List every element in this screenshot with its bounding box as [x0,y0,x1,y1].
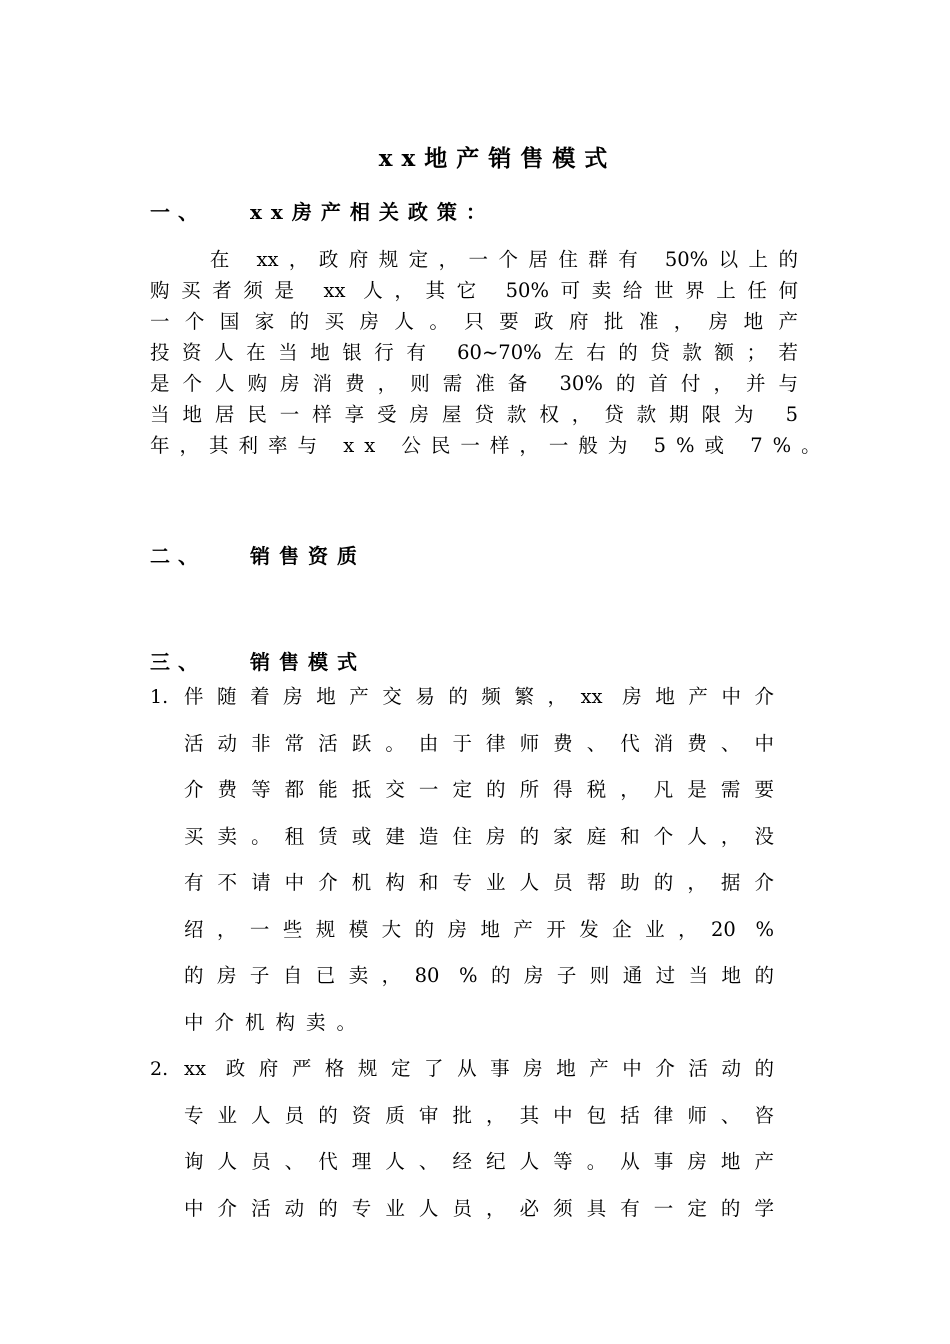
list-item-line: 买卖。租赁或建造住房的家庭和个人，没 [184,824,774,848]
list-item-line: 专业人员的资质审批，其中包括律师、咨 [184,1103,774,1127]
document-title: xx地产销售模式 [378,145,617,172]
section-heading-text: 销售模式 [250,650,366,674]
list-item-line: 有不请中介机构和专业人员帮助的，据介 [184,871,774,894]
paragraph-line: 是个人购房消费，则需准备 30%的首付，并与 [150,372,798,395]
list-item-line: 询人员、代理人、经纪人等。从事房地产 [184,1150,774,1173]
section-number: 一、 [150,200,206,224]
list-item-marker: 1. [150,686,169,708]
list-item-line: 伴随着房地产交易的频繁，xx 房地产中介 [184,685,774,708]
paragraph-line: 当地居民一样享受房屋贷款权，贷款期限为 5 [150,403,798,426]
paragraph-line: 购买者须是 xx 人，其它 50%可卖给世界上任何 [150,279,798,302]
section-heading-text: 销售资质 [250,544,366,568]
paragraph-line: 一个国家的买房人。只要政府批准，房地产 [150,310,798,333]
list-item [150,674,780,1046]
paragraph-line: 在 xx，政府规定，一个居住群有 50%以上的 [150,248,798,271]
sales-mode-list [150,674,780,1232]
list-item-line: 活动非常活跃。由于律师费、代消费、中 [184,731,774,755]
paragraph-line: 投资人在当地银行有 60~70%左右的贷款额；若 [150,341,798,364]
list-item-line: xx 政府严格规定了从事房地产中介活动的 [184,1057,774,1080]
section-heading-2 [150,540,366,569]
section-heading-text: xx房产相关政策： [250,200,495,224]
section-number: 三、 [150,650,206,674]
paragraph-line: 年，其利率与 xx 公民一样，一般为 5%或 7%。 [150,434,831,457]
section-number: 二、 [150,544,206,568]
list-item-line: 中介活动的专业人员，必须具有一定的学 [184,1196,774,1220]
list-item-marker: 2. [150,1058,169,1080]
list-item-line: 中介机构卖。 [184,1010,368,1034]
list-item [150,1046,780,1232]
list-item-line: 绍，一些规模大的房地产开发企业，20 % [184,917,774,941]
policy-paragraph [150,244,831,461]
list-item-line: 的房子自已卖，80 %的房子则通过当地的 [184,964,774,987]
list-item-line: 介费等都能抵交一定的所得税，凡是需要 [184,778,774,801]
section-heading-3 [150,646,366,675]
section-heading-1 [150,196,495,225]
